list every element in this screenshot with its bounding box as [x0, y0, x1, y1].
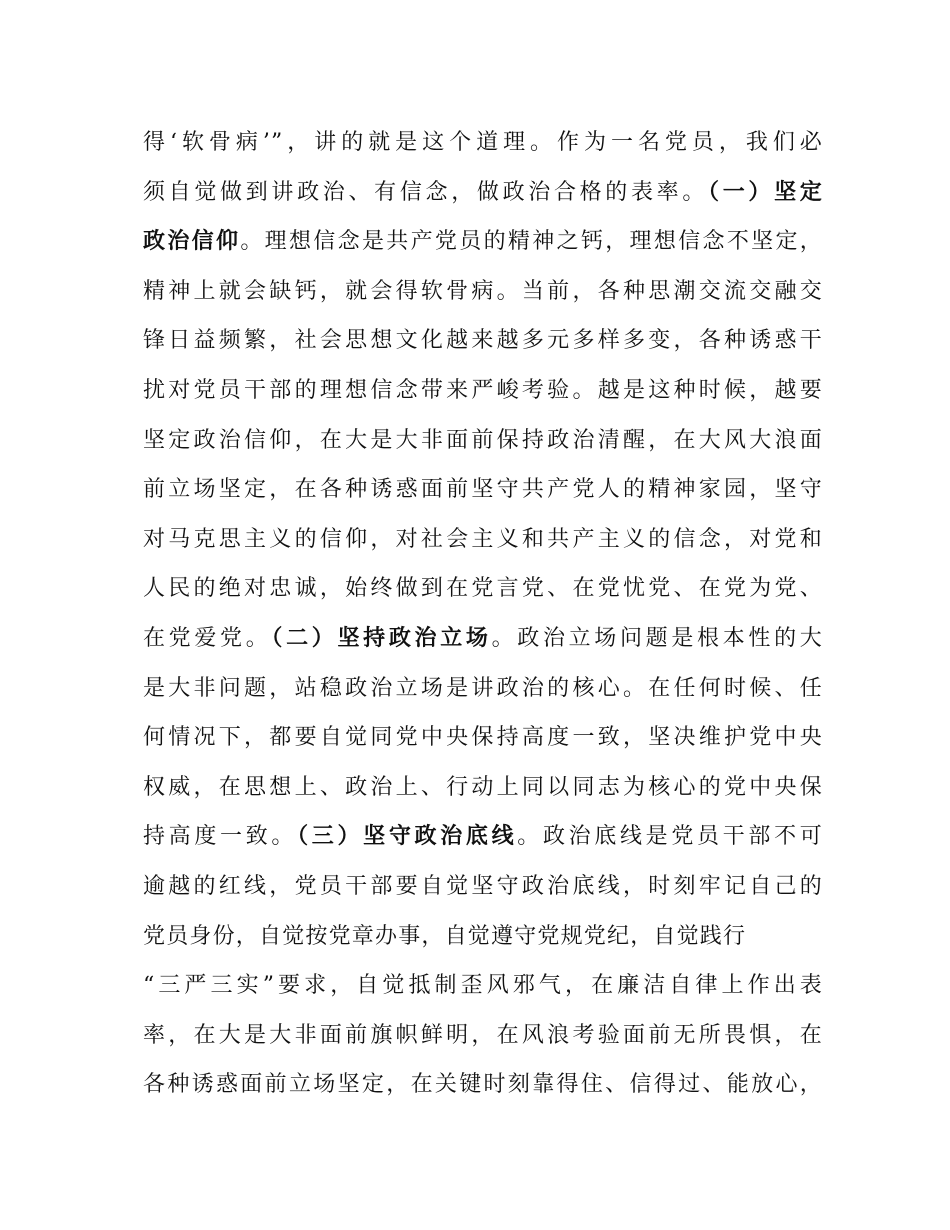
bold-heading-text: （二）坚持政治立场	[271, 625, 492, 651]
text-line	[143, 614, 823, 664]
text-segment: 持高度一致。	[143, 824, 298, 850]
text-line	[143, 1060, 823, 1110]
text-line	[143, 316, 823, 366]
text-line	[143, 1011, 823, 1061]
text-segment: 逾越的红线，党员干部要自觉坚守政治底线，时刻牢记自己的	[143, 873, 823, 899]
text-line	[143, 812, 823, 862]
text-segment: 。政治底线是党员干部不可	[517, 824, 823, 850]
text-segment: “三严三实”要求，自觉抵制歪风邪气，在廉洁自律上作出表	[143, 973, 823, 999]
text-segment: 须自觉做到讲政治、有信念，做政治合格的表率。	[143, 179, 709, 205]
text-segment: 对马克思主义的信仰，对社会主义和共产主义的信念，对党和	[143, 526, 823, 552]
text-line	[143, 366, 823, 416]
text-segment: 扰对党员干部的理想信念带来严峻考验。越是这种时候，越要	[143, 377, 823, 403]
body-text	[143, 118, 823, 1110]
text-segment: 坚定政治信仰，在大是大非面前保持政治清醒，在大风大浪面	[143, 427, 823, 453]
text-line	[143, 763, 823, 813]
text-line	[143, 515, 823, 565]
bold-heading-text: 政治信仰	[143, 229, 241, 255]
text-line	[143, 713, 823, 763]
text-line	[143, 168, 823, 218]
text-line	[143, 416, 823, 466]
text-line	[143, 862, 823, 912]
text-segment: 各种诱惑面前立场坚定，在关键时刻靠得住、信得过、能放心，	[143, 1072, 823, 1098]
text-line	[143, 564, 823, 614]
text-segment: 锋日益频繁，社会思想文化越来越多元多样多变，各种诱惑干	[143, 328, 823, 354]
text-line	[143, 465, 823, 515]
text-line	[143, 961, 823, 1011]
bold-heading-text: （一）坚定	[708, 179, 823, 205]
text-segment: 。政治立场问题是根本性的大	[491, 625, 823, 651]
text-segment: 党员身份，自觉按党章办事，自觉遵守党规党纪，自觉践行	[143, 923, 747, 949]
text-line	[143, 118, 823, 168]
text-segment: 是大非问题，站稳政治立场是讲政治的核心。在任何时候、任	[143, 675, 823, 701]
bold-heading-text: （三）坚守政治底线	[297, 824, 518, 850]
text-segment: 前立场坚定，在各种诱惑面前坚守共产党人的精神家园，坚守	[143, 477, 823, 503]
text-segment: 得‘软骨病’”，讲的就是这个道理。作为一名党员，我们必	[143, 130, 823, 155]
text-segment: 权威，在思想上、政治上、行动上同以同志为核心的党中央保	[143, 774, 823, 800]
text-segment: 何情况下，都要自觉同党中央保持高度一致，坚决维护党中央	[143, 725, 823, 751]
text-line	[143, 267, 823, 317]
text-segment: 率，在大是大非面前旗帜鲜明，在风浪考验面前无所畏惧，在	[143, 1022, 823, 1048]
text-line	[143, 664, 823, 714]
text-segment: 精神上就会缺钙，就会得软骨病。当前，各种思潮交流交融交	[143, 278, 823, 304]
text-line	[143, 217, 823, 267]
text-segment: 人民的绝对忠诚，始终做到在党言党、在党忧党、在党为党、	[143, 576, 823, 602]
text-segment: 在党爱党。	[143, 625, 272, 651]
text-line	[143, 912, 823, 962]
text-segment: 。理想信念是共产党员的精神之钙，理想信念不坚定，	[240, 229, 823, 255]
